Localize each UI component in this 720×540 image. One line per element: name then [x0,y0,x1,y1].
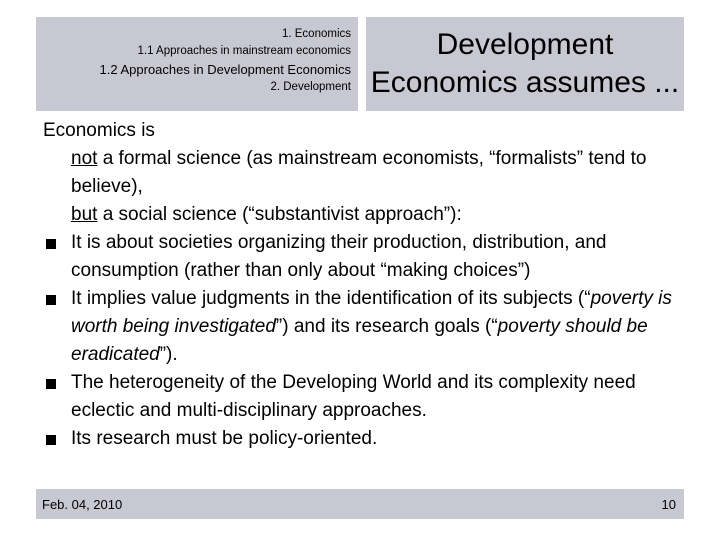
bullet-text: It is about societies organizing their production, distribution, and consumption (rather than only about “making choices”) [71,232,607,281]
bullet-text-mid: ”) and its research goals (“ [275,316,498,337]
bullet-italic-quote: poverty is worth being investigated [71,288,672,337]
square-bullet-icon [46,435,56,445]
bullet-item [43,285,693,369]
section-nav [36,17,358,111]
bullet-list [43,229,693,453]
page-number: 10 [661,496,676,512]
square-bullet-icon [46,379,56,389]
nav-item-mainstream-approaches: 1.1 Approaches in mainstream economics [137,44,351,57]
square-bullet-icon [46,239,56,249]
nav-item-development: 2. Development [270,81,351,93]
slide-title-line2: Economics assumes ... [370,66,680,99]
bullet-text-pre: It implies value judgments in the identification of its subjects (“ [71,288,591,309]
bullet-italic-quote: poverty should be eradicated [71,316,648,365]
slide-body [43,117,693,453]
square-bullet-icon [46,295,56,305]
sub-point-but [71,201,693,229]
sub-point-but-keyword: but [71,204,98,225]
sub-point-not-keyword: not [71,148,98,169]
sub-point-but-text: a social science (“substantivist approach”): [97,204,462,225]
sub-point-not [71,145,693,201]
slide-footer [36,489,684,519]
intro-text: Economics is [43,120,155,141]
slide-title-line1: Development [436,28,614,61]
bullet-text: Its research must be policy-oriented. [71,428,378,449]
sub-point-not-text: a formal science (as mainstream economists, “formalists” tend to believe), [71,148,647,197]
bullet-item [43,425,693,453]
bullet-item [43,369,693,425]
nav-item-development-approaches: 1.2 Approaches in Development Economics [99,62,351,77]
slide-title [366,17,684,111]
bullet-item [43,229,693,285]
nav-item-economics: 1. Economics [281,28,351,40]
bullet-text: The heterogeneity of the Developing World and its complexity need eclectic and multi-disciplinary approaches. [71,372,636,421]
footer-date: Feb. 04, 2010 [42,496,123,512]
bullet-text-post: ”). [159,344,178,365]
